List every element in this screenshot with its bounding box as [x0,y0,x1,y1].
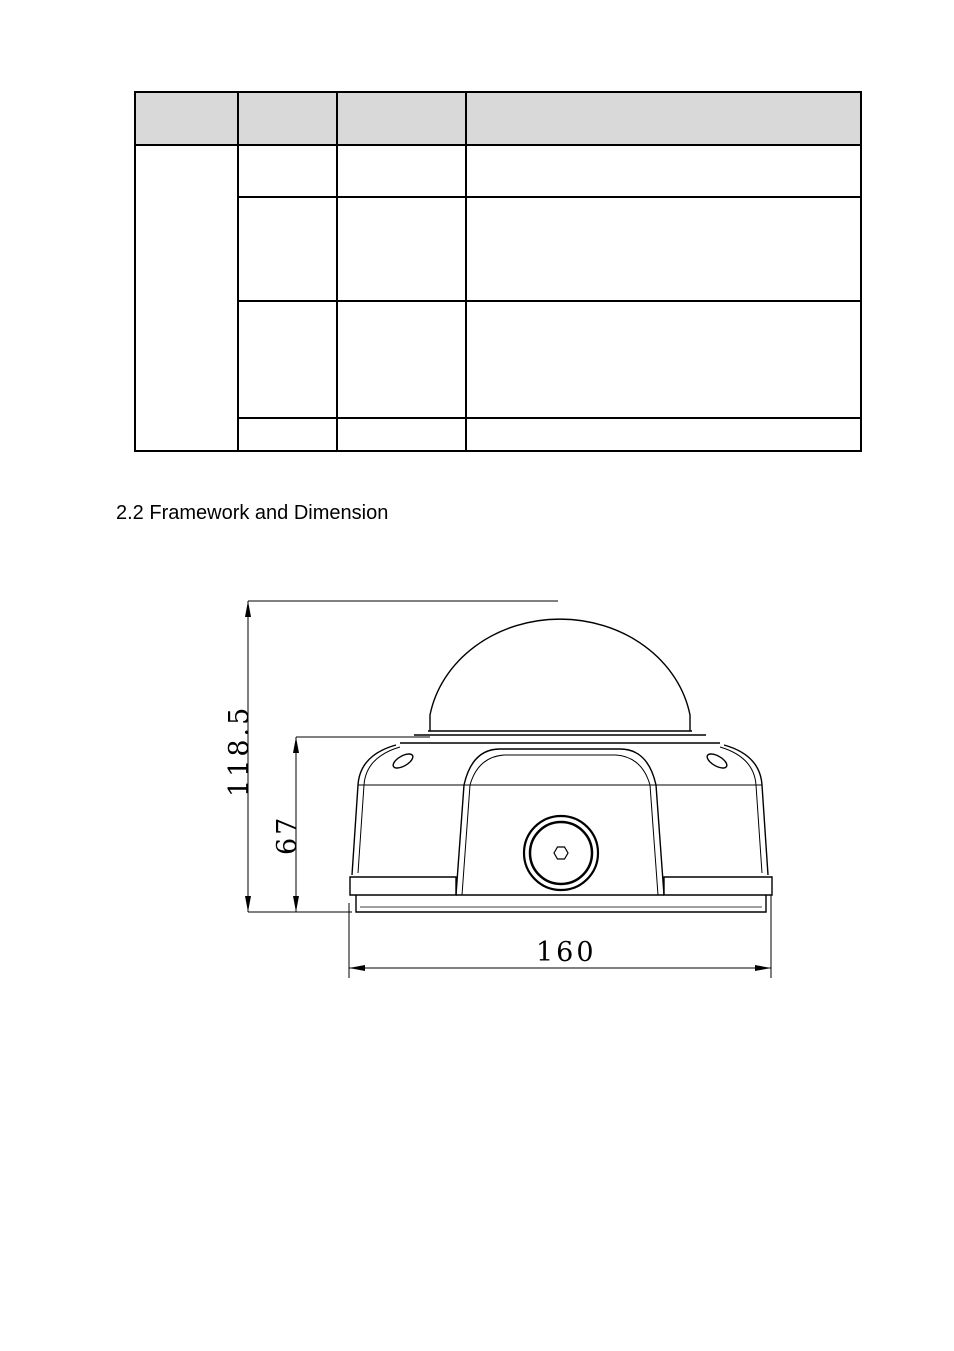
table-cell [466,197,861,301]
dimension-label-width: 160 [536,937,597,968]
arrow-head [293,896,299,912]
table-row [135,301,861,418]
table-cell [238,145,337,197]
base-flange-left [350,877,456,895]
dimension-label-body-height: 67 [272,814,303,855]
arrow-head [245,896,251,912]
table-cell [238,197,337,301]
table-cell [337,145,466,197]
table-cell [466,145,861,197]
header-cell [337,92,466,145]
table-cell [466,301,861,418]
arrow-head [293,737,299,753]
table-cell [337,301,466,418]
table-cell [238,418,337,451]
housing-inner-outline [358,747,762,873]
table-cell [337,197,466,301]
header-cell [466,92,861,145]
header-cell [238,92,337,145]
screw-hole-right [705,751,729,771]
section-heading: 2.2 Framework and Dimension [116,502,389,524]
table-cell [337,418,466,451]
lock-screw-inner [530,822,592,884]
housing-outline [352,745,768,875]
dimension-label-total-height: 118.5 [224,704,255,797]
base-flange-right [664,877,772,895]
table-row [135,418,861,451]
dimension-figure [200,585,800,990]
table-cell [466,418,861,451]
screw-hole-left [391,751,415,771]
table-cell-merged [135,145,238,451]
spec-table [134,91,862,452]
hex-socket-icon [554,847,568,859]
arrow-head [349,965,365,971]
header-cell [135,92,238,145]
dome-camera-drawing [200,585,800,985]
table-cell [238,301,337,418]
top-ring [400,735,720,743]
table-header-row [135,92,861,145]
tunnel-inner-outline [462,755,658,895]
base-plate [356,895,766,912]
arrow-head [245,601,251,617]
dome-cover [430,619,690,731]
arrow-head [755,965,771,971]
table-row [135,197,861,301]
table-row [135,145,861,197]
lock-screw-outer [524,816,598,890]
